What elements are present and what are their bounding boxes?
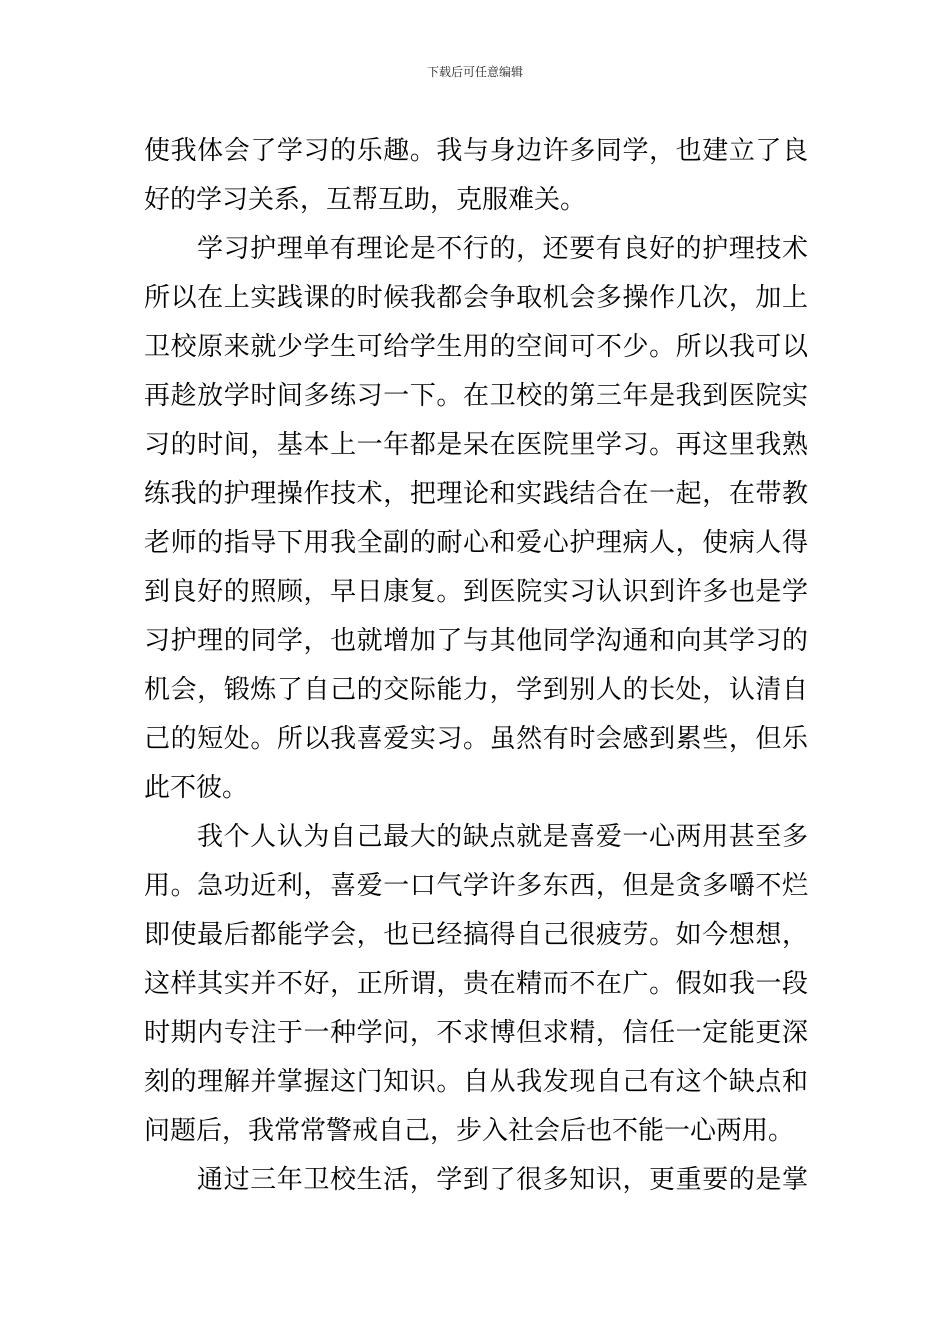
text-line: 再趁放学时间多练习一下。在卫校的第三年是我到医院实 — [144, 381, 808, 411]
text-line: 好的学习关系，互帮互助，克服难关。 — [144, 185, 587, 215]
text-line: 时期内专注于一种学问，不求博但求精，信任一定能更深 — [144, 1018, 808, 1048]
text-line: 刻的理解并掌握这门知识。自从我发现自己有这个缺点和 — [144, 1067, 808, 1097]
page-header: 下载后可任意编辑 — [426, 65, 523, 79]
text-line: 这样其实并不好，正所谓，贵在精而不在广。假如我一段 — [144, 969, 808, 999]
text-line: 问题后，我常常警戒自己，步入社会后也不能一心两用。 — [144, 1116, 795, 1146]
text-line: 此不彼。 — [144, 773, 249, 803]
text-line: 我个人认为自己最大的缺点就是喜爱一心两用甚至多 — [197, 822, 808, 852]
text-line: 学习护理单有理论是不行的，还要有良好的护理技术 — [197, 234, 808, 264]
text-line: 机会，锻炼了自己的交际能力，学到别人的长处，认清自 — [144, 675, 808, 705]
text-line: 到良好的照顾，早日康复。到医院实习认识到许多也是学 — [144, 577, 808, 607]
text-line: 所以在上实践课的时候我都会争取机会多操作几次，加上 — [144, 283, 808, 313]
text-line: 己的短处。所以我喜爱实习。虽然有时会感到累些，但乐 — [144, 724, 808, 754]
text-line: 用。急功近利，喜爱一口气学许多东西，但是贪多嚼不烂 — [144, 871, 808, 901]
text-line: 卫校原来就少学生可给学生用的空间可不少。所以我可以 — [144, 332, 808, 362]
text-line: 通过三年卫校生活，学到了很多知识，更重要的是掌 — [197, 1165, 808, 1195]
text-line: 老师的指导下用我全副的耐心和爱心护理病人，使病人得 — [144, 528, 808, 558]
text-line: 练我的护理操作技术，把理论和实践结合在一起，在带教 — [144, 479, 808, 509]
text-line: 习的时间，基本上一年都是呆在医院里学习。再这里我熟 — [144, 430, 808, 460]
text-line: 使我体会了学习的乐趣。我与身边许多同学，也建立了良 — [144, 136, 808, 166]
text-line: 习护理的同学，也就增加了与其他同学沟通和向其学习的 — [144, 626, 808, 656]
body-text — [144, 127, 808, 1205]
text-line: 即使最后都能学会，也已经搞得自己很疲劳。如今想想， — [144, 920, 808, 950]
